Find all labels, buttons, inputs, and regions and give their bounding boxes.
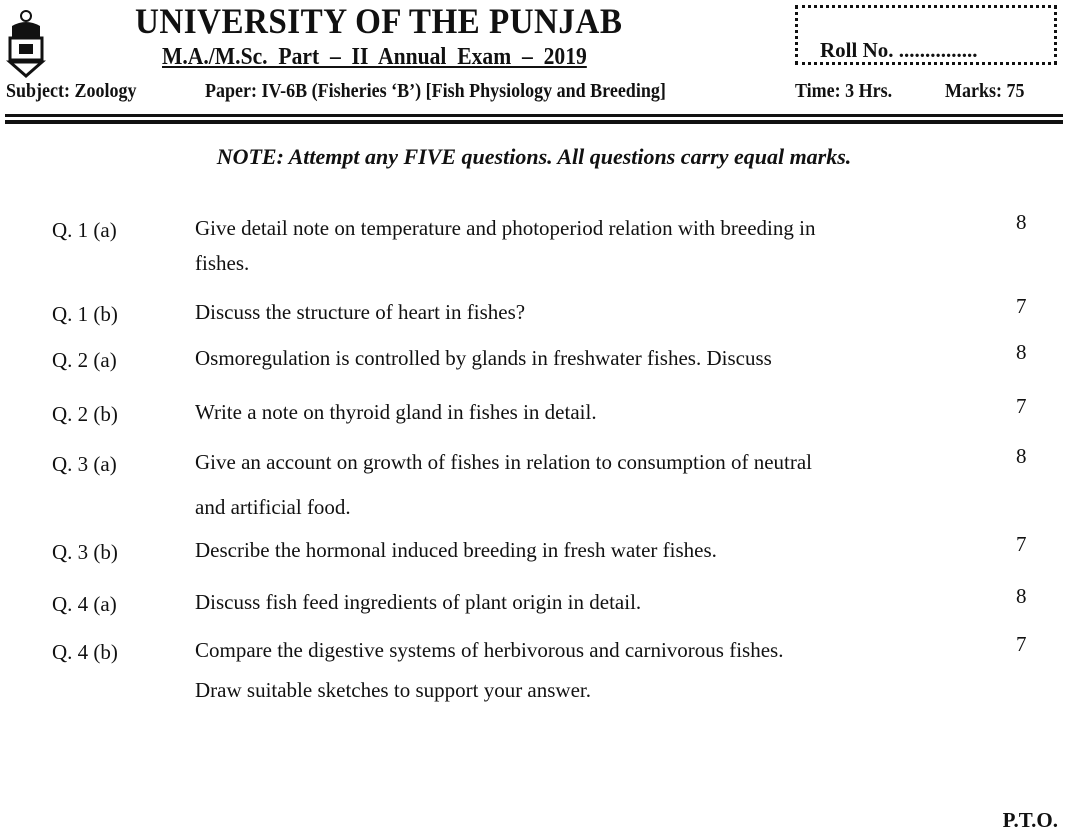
university-title: UNIVERSITY OF THE PUNJAB bbox=[135, 1, 623, 41]
question-text: Describe the hormonal induced breeding in fresh water fishes. bbox=[195, 538, 717, 562]
question-marks: 7 bbox=[1016, 632, 1027, 656]
question-marks: 7 bbox=[1016, 394, 1027, 418]
question-marks: 8 bbox=[1016, 340, 1027, 364]
question-text: Discuss fish feed ingredients of plant origin in detail. bbox=[195, 590, 642, 614]
question-label: Q. 3 (b) bbox=[52, 540, 118, 564]
question-text: Give an account on growth of fishes in relation to consumption of neutral bbox=[195, 450, 813, 474]
question-marks: 8 bbox=[1016, 584, 1027, 608]
question-text: Osmoregulation is controlled by glands in freshwater fishes. Discuss bbox=[195, 346, 772, 370]
university-crest-logo bbox=[6, 8, 46, 78]
question-text: Give detail note on temperature and photoperiod relation with breeding in bbox=[195, 216, 816, 240]
question-label: Q. 2 (a) bbox=[52, 348, 117, 372]
question-label: Q. 3 (a) bbox=[52, 452, 117, 476]
instructions-note: NOTE: Attempt any FIVE questions. All questions carry equal marks. bbox=[216, 144, 852, 169]
question-label: Q. 2 (b) bbox=[52, 402, 118, 426]
question-text: Discuss the structure of heart in fishes? bbox=[195, 300, 526, 324]
time: Time: 3 Hrs. bbox=[795, 80, 893, 102]
subject: Subject: Zoology bbox=[6, 80, 137, 102]
roll-number-label: Roll No. ............... bbox=[820, 38, 978, 62]
question-label: Q. 1 (a) bbox=[52, 218, 117, 242]
question-text: and artificial food. bbox=[195, 495, 351, 519]
roll-number-box bbox=[795, 5, 1057, 65]
question-label: Q. 4 (a) bbox=[52, 592, 117, 616]
question-text: Draw suitable sketches to support your answer. bbox=[195, 678, 591, 702]
divider bbox=[5, 114, 1063, 117]
question-marks: 8 bbox=[1016, 210, 1027, 234]
question-text: Write a note on thyroid gland in fishes in detail. bbox=[195, 400, 597, 424]
question-text: Compare the digestive systems of herbivorous and carnivorous fishes. bbox=[195, 638, 784, 662]
divider bbox=[5, 120, 1063, 124]
please-turn-over: P.T.O. bbox=[1002, 808, 1058, 832]
question-text: fishes. bbox=[195, 251, 250, 275]
exam-title: M.A./M.Sc. Part – II Annual Exam – 2019 bbox=[162, 44, 587, 70]
question-marks: 7 bbox=[1016, 532, 1027, 556]
question-marks: 7 bbox=[1016, 294, 1027, 318]
question-label: Q. 1 (b) bbox=[52, 302, 118, 326]
total-marks: Marks: 75 bbox=[945, 80, 1025, 102]
paper: Paper: IV-6B (Fisheries ‘B’) [Fish Physiology and Breeding] bbox=[205, 80, 666, 102]
question-label: Q. 4 (b) bbox=[52, 640, 118, 664]
question-marks: 8 bbox=[1016, 444, 1027, 468]
